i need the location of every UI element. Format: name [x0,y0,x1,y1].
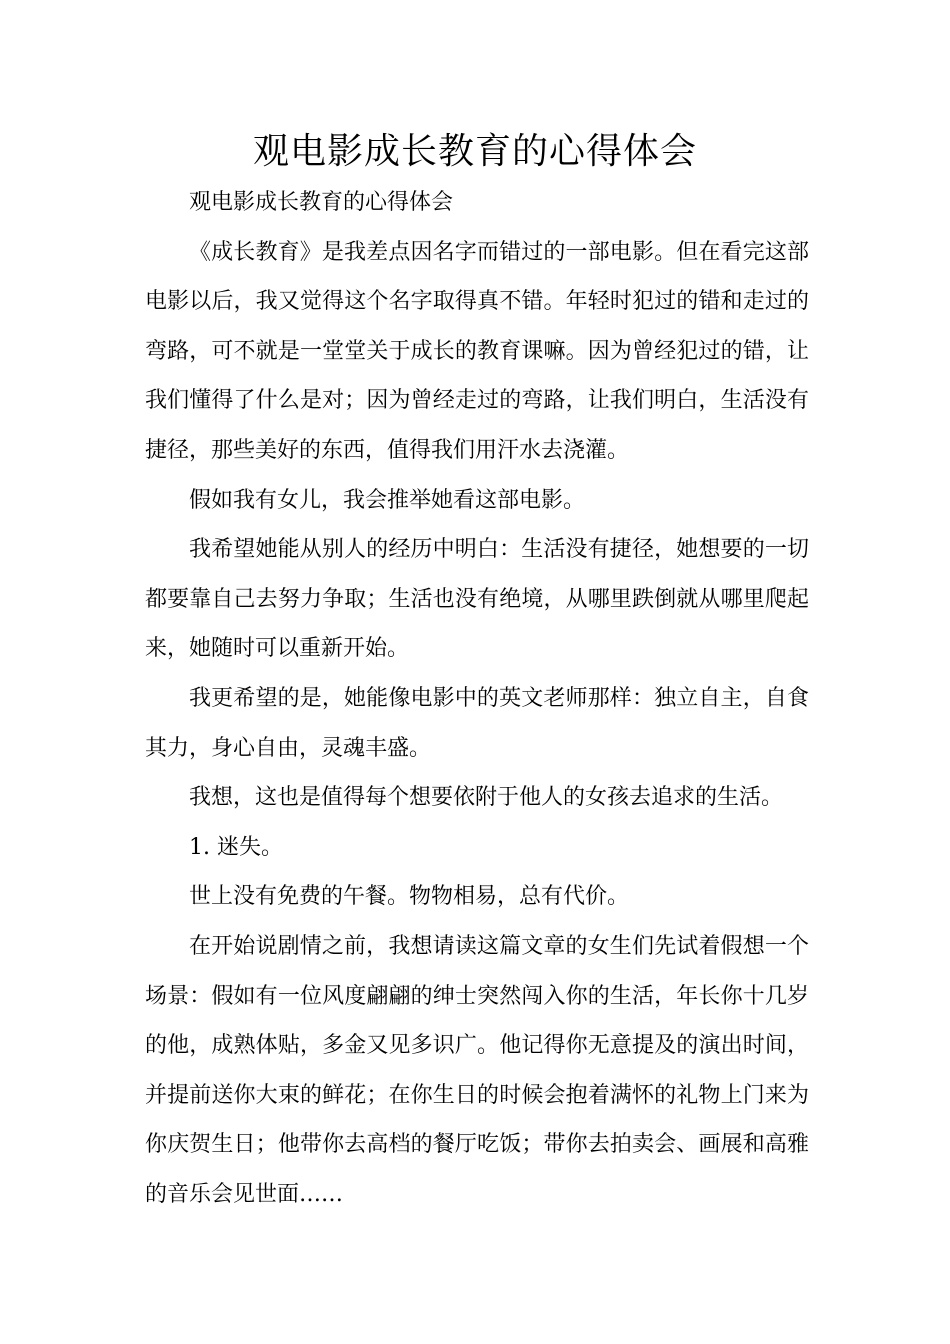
paragraph: 《成长教育》是我差点因名字而错过的一部电影。但在看完这部电影以后，我又觉得这个名字取得真不错。年轻时犯过的错和走过的弯路，可不就是一堂堂关于成长的教育课嘛。因为曾经犯过的错，让我们懂得了什么是对；因为曾经走过的弯路，让我们明白，生活没有捷径，那些美好的东西，值得我们用汗水去浇灌。 [145,239,809,463]
paragraph: 我希望她能从别人的经历中明白：生活没有捷径，她想要的一切都要靠自己去努力争取；生活也没有绝境，从哪里跌倒就从哪里爬起来，她随时可以重新开始。 [145,537,809,662]
section-heading: 1. 迷失。 [189,834,283,860]
paragraph: 假如我有女儿，我会推举她看这部电影。 [189,487,586,513]
paragraph: 在开始说剧情之前，我想请读这篇文章的女生们先试着假想一个场景：假如有一位风度翩翩的绅士突然闯入你的生活，年长你十几岁的他，成熟体贴，多金又见多识广。他记得你无意提及的演出时间，并提前送你大束的鲜花；在你生日的时候会抱着满怀的礼物上门来为你庆贺生日；他带你去高档的餐厅吃饭；带你去拍卖会、画展和高雅的音乐会见世面…… [145,933,809,1207]
paragraph: 我更希望的是，她能像电影中的英文老师那样：独立自主，自食其力，身心自由，灵魂丰盛。 [145,685,809,761]
paragraph: 世上没有免费的午餐。物物相易，总有代价。 [189,884,630,910]
document-body [145,178,809,1219]
page-title: 观电影成长教育的心得体会 [252,131,697,172]
paragraph-subtitle: 观电影成长教育的心得体会 [189,190,454,215]
paragraph: 我想，这也是值得每个想要依附于他人的女孩去追求的生活。 [189,785,784,811]
